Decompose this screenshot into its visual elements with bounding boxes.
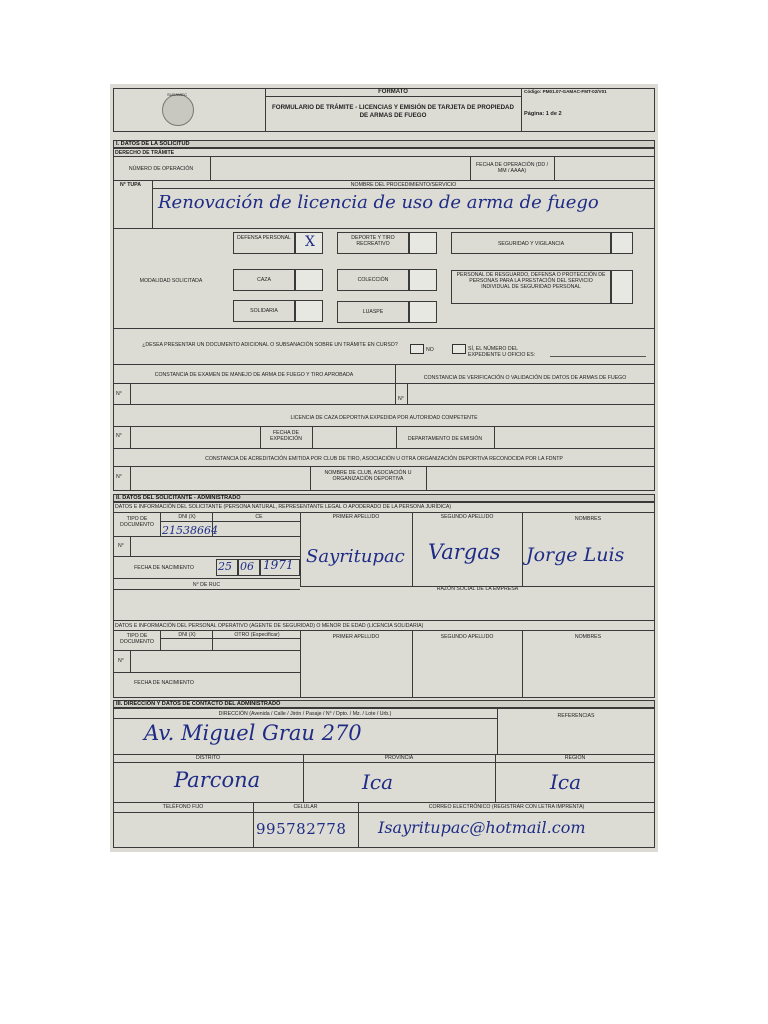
caza-checkbox[interactable] — [295, 269, 323, 291]
personal-resguardo-checkbox[interactable] — [611, 270, 633, 304]
no-label: NO — [426, 347, 434, 353]
direccion-label: DIRECCIÓN (Avenida / Calle / Jirón / Pasaje / N° / Dpto. / Mz. / Lote / Urb.) — [218, 711, 392, 717]
form-code: Código: PM01.07-GAMAC-FMT-02/V01 — [524, 89, 607, 94]
correo-label: CORREO ELECTRÓNICO (REGISTRAR CON LETRA IMPRENTA) — [428, 804, 585, 810]
n-examen-label: N° — [116, 391, 122, 397]
fecha-operacion-label: FECHA DE OPERACIÓN (DD / MM / AAAA) — [475, 162, 549, 174]
formato-title: FORMATO — [378, 89, 408, 95]
tipo-documento-label: TIPO DE DOCUMENTO — [120, 516, 154, 528]
anio-value: 1971 — [263, 558, 294, 572]
nombres-label: NOMBRES — [574, 516, 602, 522]
form-sheet — [110, 84, 658, 852]
logo-text: SUCAMEC — [166, 92, 187, 97]
si-checkbox[interactable] — [452, 344, 466, 354]
segundo-apellido-2-label: SEGUNDO APELLIDO — [440, 634, 494, 640]
n-solicitante-label: N° — [118, 543, 124, 549]
departamento-emision-label: DEPARTAMENTO DE EMISIÓN — [407, 436, 483, 442]
deporte-tiro-label: DEPORTE Y TIRO RECREATIVO — [351, 235, 395, 247]
seguridad-label: SEGURIDAD Y VIGILANCIA — [497, 241, 565, 247]
otro-label: OTRO (Especificar) — [234, 632, 280, 638]
nombre-club-label: NOMBRE DE CLUB, ASOCIACIÓN U ORGANIZACIÓN DEPORTIVA — [324, 470, 412, 482]
modalidad-label: MODALIDAD SOLICITADA — [139, 278, 203, 284]
n-club-label: N° — [116, 474, 122, 480]
si-label: SÍ, EL NÚMERO DEL EXPEDIENTE U OFICIO ES: — [468, 346, 536, 358]
celular-label: CELULAR — [293, 804, 318, 810]
personal-resguardo-label: PERSONAL DE RESGUARDO, DEFENSA O PROTECCIÓN DE PERSONAS PARA LA PRESTACIÓN DEL SERVICIO INDIVIDUAL DE SEGURIDAD PERSONAL — [456, 272, 606, 290]
telefono-label: TELÉFONO FIJO — [162, 804, 204, 810]
direccion-value: Av. Miguel Grau 270 — [144, 721, 362, 745]
n-tupa-label: N° TUPA — [120, 182, 141, 188]
region-label: REGIÓN — [564, 755, 586, 761]
coleccion-checkbox[interactable] — [409, 269, 437, 291]
section3-title: III. DIRECCIÓN Y DATOS DE CONTACTO DEL ADMINISTRADO — [113, 700, 655, 708]
dni-value: 21538664 — [162, 524, 218, 537]
distrito-label: DISTRITO — [195, 755, 221, 761]
luaspe-label: LUASPE — [362, 309, 384, 315]
dni-2-label: DNI (X) — [178, 632, 196, 638]
luaspe-checkbox[interactable] — [409, 301, 437, 323]
section1-title: I. DATOS DE LA SOLICITUD — [113, 140, 655, 148]
provincia-value: Ica — [362, 770, 394, 794]
dia-value: 25 — [218, 560, 232, 573]
defensa-personal-mark: X — [305, 234, 315, 250]
nombre-procedimiento-label: NOMBRE DEL PROCEDIMIENTO/SERVICIO — [350, 182, 457, 188]
form-title: FORMULARIO DE TRÁMITE - LICENCIAS Y EMISIÓN DE TARJETA DE PROPIEDAD DE ARMAS DE FUEGO — [271, 104, 514, 119]
mes-value: 06 — [240, 560, 254, 573]
deporte-tiro-checkbox[interactable] — [409, 232, 437, 254]
procedimiento-value: Renovación de licencia de uso de arma de fuego — [158, 192, 599, 213]
dni-label: DNI (X) — [178, 514, 196, 520]
segundo-apellido-label: SEGUNDO APELLIDO — [440, 514, 494, 520]
no-checkbox[interactable] — [410, 344, 424, 354]
solidaria-label: SOLIDARIA — [250, 308, 278, 314]
n-personal-label: N° — [118, 658, 124, 664]
info-personal-label: DATOS E INFORMACIÓN DEL PERSONAL OPERATIVO (AGENTE DE SEGURIDAD) O MENOR DE EDAD (LICENCIA SOLIDARIA) — [115, 623, 424, 629]
coleccion-label: COLECCIÓN — [357, 277, 389, 283]
fecha-nacimiento-2-label: FECHA DE NACIMIENTO — [134, 680, 194, 686]
nombres-2-label: NOMBRES — [574, 634, 602, 640]
solidaria-checkbox[interactable] — [295, 300, 323, 322]
nombres-value: Jorge Luis — [526, 544, 625, 566]
constancia-club-label: CONSTANCIA DE ACREDITACIÓN EMITIDA POR CLUB DE TIRO, ASOCIACIÓN U OTRA ORGANIZACIÓN DEPORTIVA RECONOCIDA POR LA FDNTP — [205, 456, 563, 462]
desea-presentar-label: ¿DESEA PRESENTAR UN DOCUMENTO ADICIONAL O SUBSANACIÓN SOBRE UN TRÁMITE EN CURSO? — [142, 342, 398, 348]
ruc-label: N° DE RUC — [192, 582, 221, 588]
referencias-label: REFERENCIAS — [557, 713, 595, 719]
seguridad-checkbox[interactable] — [611, 232, 633, 254]
derecho-label: DERECHO DE TRÁMITE — [115, 150, 175, 156]
region-value: Ica — [550, 770, 582, 794]
primer-apellido-2-label: PRIMER APELLIDO — [332, 634, 380, 640]
segundo-apellido-value: Vargas — [428, 540, 501, 564]
section2-title: II. DATOS DEL SOLICITANTE - ADMINISTRADO — [113, 494, 655, 502]
logo — [162, 94, 194, 126]
fecha-nacimiento-label: FECHA DE NACIMIENTO — [134, 565, 194, 571]
licencia-caza-label: LICENCIA DE CAZA DEPORTIVA EXPEDIDA POR AUTORIDAD COMPETENTE — [290, 415, 478, 421]
numero-operacion-label: NÚMERO DE OPERACIÓN — [128, 166, 194, 172]
n-caza-label: N° — [116, 433, 122, 439]
caza-label: CAZA — [257, 277, 271, 283]
distrito-value: Parcona — [174, 768, 261, 792]
celular-value: 995782778 — [256, 820, 347, 838]
n-verificacion-label: N° — [398, 396, 404, 402]
constancia-verificacion-label: CONSTANCIA DE VERIFICACIÓN O VALIDACIÓN DE DATOS DE ARMAS DE FUEGO — [423, 375, 627, 381]
fecha-expedicion-label: FECHA DE EXPEDICIÓN — [270, 430, 302, 442]
provincia-label: PROVINCIA — [384, 755, 414, 761]
primer-apellido-label: PRIMER APELLIDO — [332, 514, 380, 520]
razon-social-label: RAZÓN SOCIAL DE LA EMPRESA — [436, 586, 519, 592]
page-number: Página: 1 de 2 — [524, 111, 562, 117]
info-solicitante-label: DATOS E INFORMACIÓN DEL SOLICITANTE (PERSONA NATURAL, REPRESENTANTE LEGAL O APODERADO DE LA PERSONA JURÍDICA) — [115, 504, 452, 510]
ce-label: CE — [255, 514, 263, 520]
correo-value: Isayritupac@hotmail.com — [378, 818, 586, 837]
tipo-documento-2-label: TIPO DE DOCUMENTO — [120, 633, 154, 645]
defensa-personal-label: DEFENSA PERSONAL — [237, 235, 291, 241]
primer-apellido-value: Sayritupac — [306, 546, 405, 567]
constancia-examen-label: CONSTANCIA DE EXAMEN DE MANEJO DE ARMA DE FUEGO Y TIRO APROBADA — [154, 372, 354, 378]
